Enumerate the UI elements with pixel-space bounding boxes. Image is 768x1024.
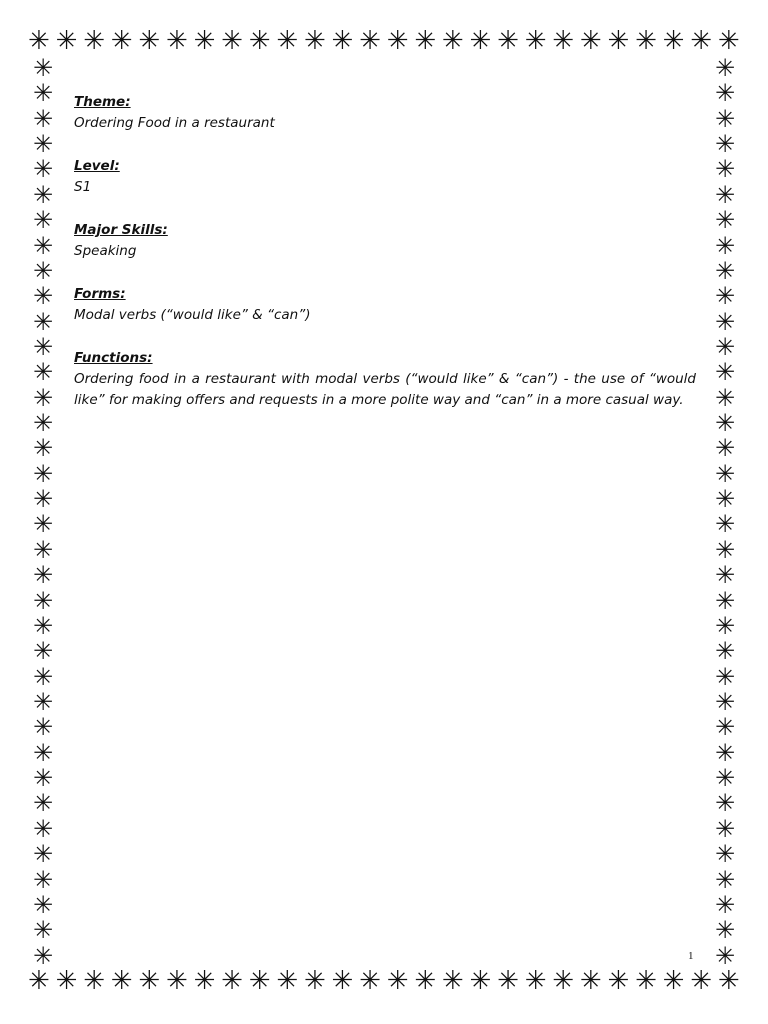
- asterisk-flower-icon: ✳: [359, 26, 381, 56]
- major-skills-value: Speaking: [74, 243, 137, 259]
- asterisk-flower-icon: ✳: [32, 916, 54, 945]
- asterisk-flower-icon: ✳: [497, 966, 519, 996]
- asterisk-flower-icon: ✳: [32, 510, 54, 539]
- asterisk-flower-icon: ✳: [662, 26, 685, 56]
- theme-value: Ordering Food in a restaurant: [74, 115, 275, 131]
- asterisk-flower-icon: ✳: [714, 180, 736, 209]
- asterisk-flower-icon: ✳: [193, 966, 216, 996]
- asterisk-flower-icon: ✳: [714, 561, 736, 590]
- asterisk-flower-icon: ✳: [714, 637, 736, 666]
- asterisk-flower-icon: ✳: [32, 687, 54, 716]
- asterisk-flower-icon: ✳: [32, 662, 54, 691]
- lesson-plan-content: [74, 92, 696, 433]
- asterisk-flower-icon: ✳: [714, 713, 736, 742]
- asterisk-flower-icon: ✳: [714, 358, 736, 387]
- asterisk-flower-icon: ✳: [714, 206, 736, 235]
- asterisk-flower-icon: ✳: [32, 713, 54, 742]
- asterisk-flower-icon: ✳: [717, 26, 740, 56]
- asterisk-flower-icon: ✳: [714, 307, 736, 336]
- asterisk-flower-icon: ✳: [32, 307, 54, 336]
- asterisk-flower-icon: ✳: [441, 966, 464, 996]
- asterisk-flower-icon: ✳: [359, 966, 381, 996]
- asterisk-flower-icon: ✳: [714, 459, 736, 488]
- page-border-bottom: [28, 968, 740, 994]
- asterisk-flower-icon: ✳: [32, 789, 54, 818]
- asterisk-flower-icon: ✳: [32, 485, 54, 514]
- asterisk-flower-icon: ✳: [32, 738, 54, 767]
- asterisk-flower-icon: ✳: [714, 104, 736, 133]
- asterisk-flower-icon: ✳: [386, 26, 409, 56]
- asterisk-flower-icon: ✳: [714, 282, 736, 311]
- asterisk-flower-icon: ✳: [714, 611, 736, 640]
- major-skills-label: Major Skills:: [74, 222, 168, 238]
- asterisk-flower-icon: ✳: [331, 966, 354, 996]
- forms-label: Forms:: [74, 286, 126, 302]
- asterisk-flower-icon: ✳: [55, 966, 78, 996]
- asterisk-flower-icon: ✳: [579, 26, 602, 56]
- asterisk-flower-icon: ✳: [138, 26, 161, 56]
- asterisk-flower-icon: ✳: [714, 738, 736, 767]
- forms-section: [74, 284, 696, 326]
- asterisk-flower-icon: ✳: [32, 206, 54, 235]
- asterisk-flower-icon: ✳: [714, 916, 736, 945]
- asterisk-flower-icon: ✳: [386, 966, 409, 996]
- asterisk-flower-icon: ✳: [441, 26, 464, 56]
- asterisk-flower-icon: ✳: [32, 890, 54, 919]
- asterisk-flower-icon: ✳: [714, 155, 736, 184]
- asterisk-flower-icon: ✳: [32, 764, 54, 793]
- theme-section: [74, 92, 696, 134]
- asterisk-flower-icon: ✳: [717, 966, 740, 996]
- functions-value: Ordering food in a restaurant with modal verbs (“would like” & “can”) - the use of “would like” for making offers and requests in a more polite way and “can” in a more casual way.: [74, 371, 696, 408]
- asterisk-flower-icon: ✳: [193, 26, 216, 56]
- asterisk-flower-icon: ✳: [635, 26, 657, 56]
- asterisk-flower-icon: ✳: [32, 130, 54, 159]
- asterisk-flower-icon: ✳: [714, 434, 736, 463]
- asterisk-flower-icon: ✳: [414, 966, 437, 996]
- page-number: 1: [688, 950, 694, 962]
- asterisk-flower-icon: ✳: [221, 966, 243, 996]
- asterisk-flower-icon: ✳: [83, 26, 105, 56]
- asterisk-flower-icon: ✳: [32, 865, 54, 894]
- asterisk-flower-icon: ✳: [714, 79, 736, 108]
- level-label: Level:: [74, 158, 120, 174]
- asterisk-flower-icon: ✳: [579, 966, 602, 996]
- asterisk-flower-icon: ✳: [32, 840, 54, 869]
- asterisk-flower-icon: ✳: [221, 26, 243, 56]
- asterisk-flower-icon: ✳: [469, 26, 492, 56]
- asterisk-flower-icon: ✳: [32, 180, 54, 209]
- asterisk-flower-icon: ✳: [138, 966, 161, 996]
- level-section: [74, 156, 696, 198]
- asterisk-flower-icon: ✳: [414, 26, 437, 56]
- asterisk-flower-icon: ✳: [714, 54, 736, 82]
- asterisk-flower-icon: ✳: [714, 510, 736, 539]
- asterisk-flower-icon: ✳: [83, 966, 105, 996]
- asterisk-flower-icon: ✳: [32, 586, 54, 615]
- asterisk-flower-icon: ✳: [690, 966, 713, 996]
- asterisk-flower-icon: ✳: [32, 561, 54, 590]
- asterisk-flower-icon: ✳: [110, 966, 133, 996]
- asterisk-flower-icon: ✳: [714, 687, 736, 716]
- forms-value: Modal verbs (“would like” & “can”): [74, 307, 311, 323]
- asterisk-flower-icon: ✳: [32, 814, 54, 843]
- level-value: S1: [74, 179, 92, 195]
- asterisk-flower-icon: ✳: [524, 26, 547, 56]
- asterisk-flower-icon: ✳: [276, 966, 299, 996]
- asterisk-flower-icon: ✳: [55, 26, 78, 56]
- asterisk-flower-icon: ✳: [714, 764, 736, 793]
- asterisk-flower-icon: ✳: [303, 966, 326, 996]
- asterisk-flower-icon: ✳: [110, 26, 133, 56]
- asterisk-flower-icon: ✳: [714, 789, 736, 818]
- asterisk-flower-icon: ✳: [248, 966, 271, 996]
- asterisk-flower-icon: ✳: [32, 104, 54, 133]
- asterisk-flower-icon: ✳: [32, 155, 54, 184]
- page-border-top: [28, 28, 740, 54]
- asterisk-flower-icon: ✳: [714, 941, 736, 970]
- asterisk-flower-icon: ✳: [32, 54, 54, 82]
- page-border-left: [30, 56, 56, 968]
- asterisk-flower-icon: ✳: [714, 485, 736, 514]
- asterisk-flower-icon: ✳: [714, 890, 736, 919]
- asterisk-flower-icon: ✳: [714, 865, 736, 894]
- asterisk-flower-icon: ✳: [28, 26, 50, 56]
- asterisk-flower-icon: ✳: [276, 26, 299, 56]
- asterisk-flower-icon: ✳: [32, 358, 54, 387]
- asterisk-flower-icon: ✳: [714, 662, 736, 691]
- asterisk-flower-icon: ✳: [32, 535, 54, 564]
- asterisk-flower-icon: ✳: [714, 256, 736, 285]
- asterisk-flower-icon: ✳: [32, 637, 54, 666]
- asterisk-flower-icon: ✳: [32, 79, 54, 108]
- asterisk-flower-icon: ✳: [303, 26, 326, 56]
- asterisk-flower-icon: ✳: [32, 434, 54, 463]
- asterisk-flower-icon: ✳: [714, 814, 736, 843]
- major-skills-section: [74, 220, 696, 262]
- theme-label: Theme:: [74, 94, 131, 110]
- page-border-right: [712, 56, 738, 968]
- asterisk-flower-icon: ✳: [714, 130, 736, 159]
- asterisk-flower-icon: ✳: [607, 966, 630, 996]
- asterisk-flower-icon: ✳: [690, 26, 713, 56]
- functions-label: Functions:: [74, 350, 153, 366]
- asterisk-flower-icon: ✳: [32, 282, 54, 311]
- asterisk-flower-icon: ✳: [28, 966, 50, 996]
- asterisk-flower-icon: ✳: [524, 966, 547, 996]
- asterisk-flower-icon: ✳: [662, 966, 685, 996]
- asterisk-flower-icon: ✳: [635, 966, 657, 996]
- asterisk-flower-icon: ✳: [714, 332, 736, 361]
- asterisk-flower-icon: ✳: [714, 409, 736, 438]
- asterisk-flower-icon: ✳: [32, 332, 54, 361]
- asterisk-flower-icon: ✳: [32, 231, 54, 260]
- asterisk-flower-icon: ✳: [552, 26, 575, 56]
- functions-section: [74, 348, 696, 411]
- asterisk-flower-icon: ✳: [714, 586, 736, 615]
- asterisk-flower-icon: ✳: [607, 26, 630, 56]
- asterisk-flower-icon: ✳: [714, 535, 736, 564]
- asterisk-flower-icon: ✳: [469, 966, 492, 996]
- asterisk-flower-icon: ✳: [714, 383, 736, 412]
- asterisk-flower-icon: ✳: [32, 256, 54, 285]
- asterisk-flower-icon: ✳: [714, 231, 736, 260]
- asterisk-flower-icon: ✳: [248, 26, 271, 56]
- asterisk-flower-icon: ✳: [331, 26, 354, 56]
- asterisk-flower-icon: ✳: [714, 840, 736, 869]
- asterisk-flower-icon: ✳: [497, 26, 519, 56]
- asterisk-flower-icon: ✳: [32, 941, 54, 970]
- asterisk-flower-icon: ✳: [165, 966, 188, 996]
- asterisk-flower-icon: ✳: [165, 26, 188, 56]
- asterisk-flower-icon: ✳: [32, 611, 54, 640]
- asterisk-flower-icon: ✳: [32, 383, 54, 412]
- asterisk-flower-icon: ✳: [32, 459, 54, 488]
- asterisk-flower-icon: ✳: [32, 409, 54, 438]
- asterisk-flower-icon: ✳: [552, 966, 575, 996]
